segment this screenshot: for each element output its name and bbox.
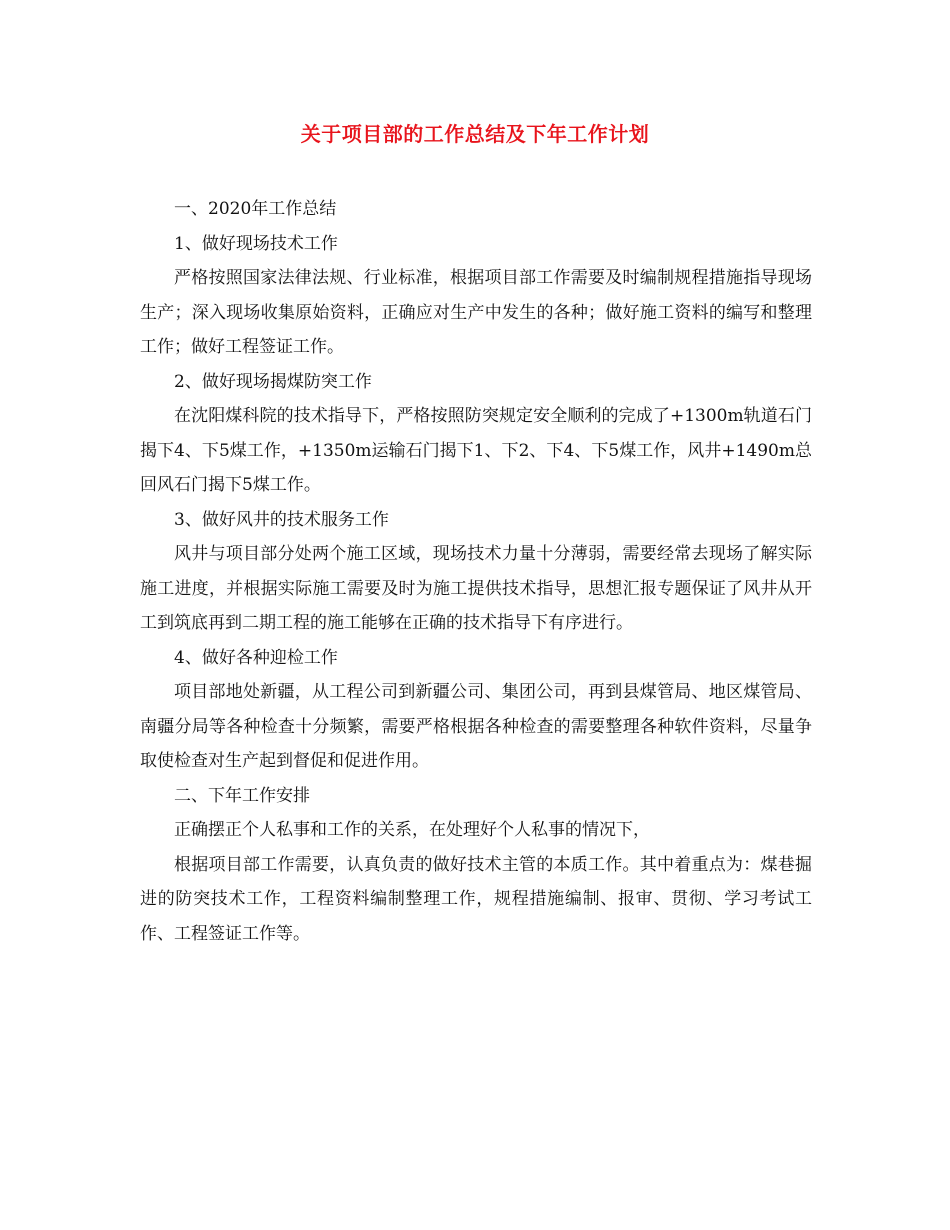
paragraph-key-focus: 根据项目部工作需要，认真负责的做好技术主管的本质工作。其中着重点为：煤巷掘进的防突技术工作，工程资料编制整理工作，规程措施编制、报审、贯彻、学习考试工作、工程签证工作等。 xyxy=(140,854,812,944)
subheading-coal-outburst-prevention: 2、做好现场揭煤防突工作 xyxy=(174,371,372,392)
subheading-site-technical-work: 1、做好现场技术工作 xyxy=(174,233,338,254)
document-title: 关于项目部的工作总结及下年工作计划 xyxy=(300,122,650,146)
subheading-inspection-work: 4、做好各种迎检工作 xyxy=(174,647,338,668)
document-body xyxy=(140,192,812,951)
paragraph-inspection-work: 项目部地处新疆，从工程公司到新疆公司、集团公司，再到县煤管局、地区煤管局、南疆分局等各种检查十分频繁，需要严格根据各种检查的需要整理各种软件资料，尽量争取使检查对生产起到督促和促进作用。 xyxy=(140,682,812,771)
paragraph-coal-outburst-prevention: 在沈阳煤科院的技术指导下，严格按照防突规定安全顺利的完成了+1300m轨道石门揭下4、下5煤工作，+1350m运输石门揭下1、下2、下4、下5煤工作，风井+1490m总回风石门揭下5煤工作。 xyxy=(140,406,812,495)
paragraph-shaft-technical-service: 风井与项目部分处两个施工区域，现场技术力量十分薄弱，需要经常去现场了解实际施工进度，并根据实际施工需要及时为施工提供技术指导，思想汇报专题保证了风井从开工到筑底再到二期工程的施工能够在正确的技术指导下有序进行。 xyxy=(140,544,812,633)
paragraph-personal-balance: 正确摆正个人私事和工作的关系，在处理好个人私事的情况下， xyxy=(174,820,650,840)
section-heading-next-year-plan: 二、下年工作安排 xyxy=(174,785,310,806)
subheading-shaft-technical-service: 3、做好风井的技术服务工作 xyxy=(174,509,389,530)
section-heading-summary: 一、2020年工作总结 xyxy=(174,199,337,219)
paragraph-site-technical-work: 严格按照国家法律法规、行业标准，根据项目部工作需要及时编制规程措施指导现场生产；深入现场收集原始资料，正确应对生产中发生的各种；做好施工资料的编写和整理工作；做好工程签证工作。 xyxy=(140,268,812,357)
